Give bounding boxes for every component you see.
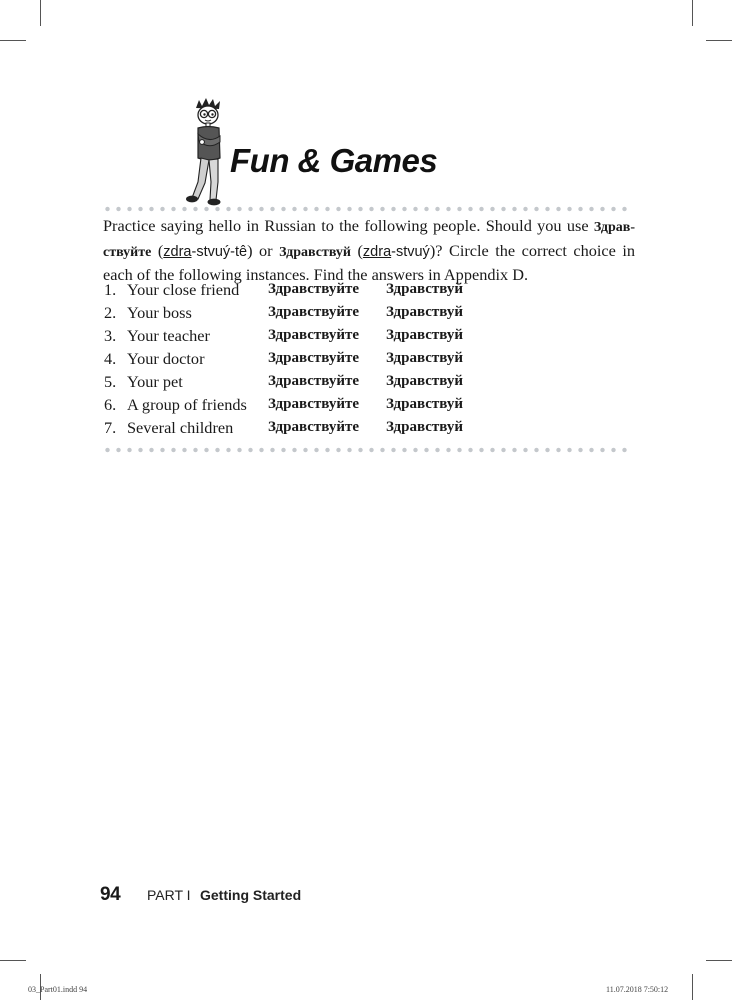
instructions-text: Practice saying hello in Russian to the following people. Should you use xyxy=(103,216,594,235)
dotted-divider xyxy=(102,206,632,212)
crop-mark xyxy=(0,960,26,961)
item-number: 7. xyxy=(104,418,117,437)
list-item xyxy=(104,393,624,416)
instructions-text: ) or xyxy=(247,240,280,260)
crop-mark xyxy=(692,974,693,1000)
item-number: 4. xyxy=(104,349,117,368)
list-item xyxy=(104,278,624,301)
exercise-list xyxy=(104,278,624,439)
list-item xyxy=(104,301,624,324)
instructions-text: )? Circle the correct choice in each of the following instances. Find the answers in Appendix D. xyxy=(103,240,635,285)
instructions-paragraph: Practice saying hello in Russian to the following people. Should you use Здрав-ствуйте (zdra-stvuý-tê) or Здравствуй (zdra-stvuý)? Circle the correct choice in each of the following instances. Find the answers in Appendix D. xyxy=(103,216,635,285)
crop-mark xyxy=(692,0,693,26)
stressed-syllable: zdra xyxy=(163,243,192,260)
item-number: 2. xyxy=(104,303,117,322)
section-title: Fun & Games xyxy=(230,142,438,179)
choice-informal[interactable]: Здравствуй xyxy=(386,396,464,412)
part-label: PART I xyxy=(147,887,191,903)
formal-greeting: Здрав-ствуйте xyxy=(103,220,635,260)
page-number: 94 xyxy=(100,884,121,905)
informal-transliteration xyxy=(363,244,430,260)
print-slug-file: 03_Part01.indd 94 xyxy=(28,985,88,994)
formal-transliteration xyxy=(163,244,247,260)
choice-informal[interactable]: Здравствуй xyxy=(386,327,464,343)
section-heading xyxy=(180,98,480,208)
item-number: 3. xyxy=(104,326,117,345)
choice-informal[interactable]: Здравствуй xyxy=(386,419,464,435)
item-person: Your teacher xyxy=(127,326,210,345)
crop-mark xyxy=(706,40,732,41)
choice-informal[interactable]: Здравствуй xyxy=(386,281,464,297)
transliteration-rest: -stvuý xyxy=(391,243,430,260)
list-item xyxy=(104,370,624,393)
choice-formal[interactable]: Здравствуйте xyxy=(268,304,360,320)
list-item xyxy=(104,324,624,347)
choice-formal[interactable]: Здравствуйте xyxy=(268,419,360,435)
crop-mark xyxy=(706,960,732,961)
item-number: 5. xyxy=(104,372,117,391)
transliteration-rest: -stvuý-tê xyxy=(191,243,248,260)
print-slug-timestamp: 11.07.2018 7:50:12 xyxy=(606,985,669,994)
choice-formal[interactable]: Здравствуйте xyxy=(268,350,360,366)
choice-formal[interactable]: Здравствуйте xyxy=(268,396,360,412)
item-person: A group of friends xyxy=(127,395,247,414)
choice-formal[interactable]: Здравствуйте xyxy=(268,281,360,297)
dotted-divider xyxy=(102,447,632,453)
crop-mark xyxy=(40,0,41,26)
item-person: Your doctor xyxy=(127,349,205,368)
list-item xyxy=(104,347,624,370)
item-person: Your boss xyxy=(127,303,192,322)
choice-formal[interactable]: Здравствуйте xyxy=(268,373,360,389)
choice-informal[interactable]: Здравствуй xyxy=(386,373,464,389)
stressed-syllable: zdra xyxy=(362,243,392,260)
item-person: Your close friend xyxy=(127,280,240,299)
informal-greeting: Здравствуй xyxy=(279,244,351,260)
item-person: Several children xyxy=(127,418,234,437)
crop-mark xyxy=(0,40,26,41)
item-person: Your pet xyxy=(127,372,183,391)
choice-formal[interactable]: Здравствуйте xyxy=(268,327,360,343)
list-item xyxy=(104,416,624,439)
item-number: 1. xyxy=(104,280,117,299)
item-number: 6. xyxy=(104,395,117,414)
section-label: Getting Started xyxy=(200,887,302,903)
choice-informal[interactable]: Здравствуй xyxy=(386,304,464,320)
choice-informal[interactable]: Здравствуй xyxy=(386,350,464,366)
